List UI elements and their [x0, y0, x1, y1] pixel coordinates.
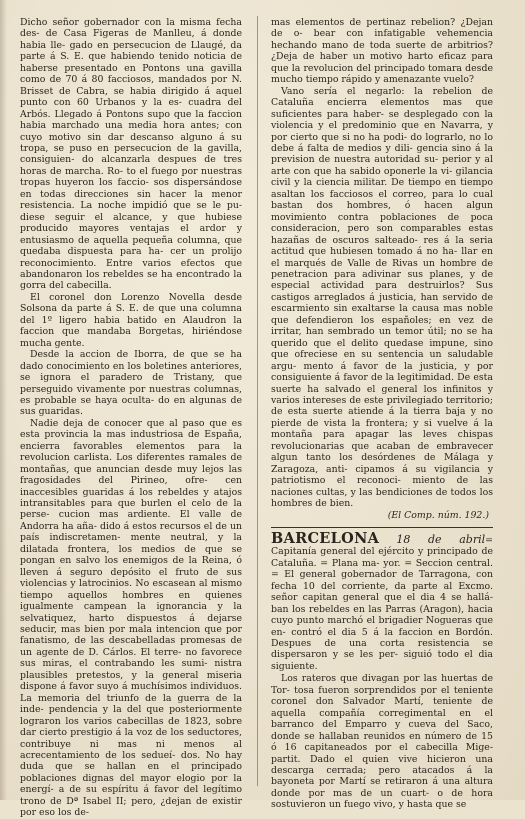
right-column: [271, 17, 493, 811]
article-paragraph: Los rateros que divagan por las huertas de Tor- tosa fueron sorprendidos por el teniente coronel don Salvador Martí, teniente de aquella compañía corregimental en el barranco del Emparro y cueva del Saco, donde se hallaban reunidos en número de 15 ó 16 capitaneados por el cabecilla Mige- partit. Dado el quien vive hicieron una descarga cerrada; pero atacados á la bayoneta por Martí se retiraron á una altura donde por mas de un cuart- o de hora sostuvieron un fuego vivo, y hasta que se: [271, 673, 493, 811]
article-paragraph: Dicho señor gobernador con la misma fecha des- de Casa Figeras de Manlleu, á donde habia lle- gado en persecucion de Llaugé, da parte á S. E. que habiendo tenido noticia de haberse presentado en Pontons una gavilla como de 70 á 80 facciosos, mandados por N. Brisset de Cabra, se habia dirigido á aquel punto con 60 Urbanos y la es- cuadra del Arbós. Llegado á Pontons supo que la faccion habia marchado una media hora antes; con cuyo motivo sin dar descanso alguno á su tropa, se puso en persecucion de la gavilla, consiguien- do alcanzarla despues de tres horas de marcha. Ro- to el fuego por nuestras tropas huyeron los faccio- sos dispersándose en todas direcciones sin hacer la menor resistencia. La noche impidió que se le pu- diese seguir el alcance, y que hubiese producido mayores ventajas el ardor y entusiasmo de aquella pequeña columna, que quedaba dispuesta para ha- cer un prolijo reconocimiento. Entre varios efectos que abandonaron los rebeldes se ha encontrado la gorra del cabecilla.: [20, 17, 242, 292]
article-paragraph: Vano sería el negarlo: la rebelion de Cataluña encierra elementos mas que suficientes para haber- se desplegado con la violencia y el predominio que en Navarra, y por cierto que si no ha podi- do lograrlo, no lo debe á falta de medios y dili- gencia sino á la prevision de nuestra autoridad su- perior y al arte con que ha sabido oponerle la vi- gilancia civil y la ciencia militar. De tiempo en tiempo asaltan los facciosos el correo, para lo cual bastan dos hombres, ó hacen algun movimiento contra poblaciones de poca consideracion, pero son comparables estas hazañas de oscuros salteado- res á la seria actitud que hubiesen tomado á no ha- llar en el marqués de Valle de Rivas un hombre de penetracion para adivinar sus planes, y de especial actividad para destruirlos? Sus castigos arreglados á justicia, han servido de escarmiento sin exaltarse la causa mas noble que defendieron los españoles; en vez de irritar, han sembrado un temor útil; no se ha querido que el delito quedase impune, sino que ofreciese en su sentencia un saludable argu- mento á favor de la justicia, y por consiguiente á favor de la legitimidad. De esta suerte ha salvado el general los infinitos y varios intereses de este privilegiado territorio; de esta suerte atiende á la tierra baja y no pierde de vista la frontera; y si vuelve á la montaña para apagar las leves chispas revolucionarias que acaban de embravecer algun tanto los desórdenes de Málaga y Zaragoza, anti- cipamos á su vigilancia y patriotismo el reconoci- miento de las naciones cultas, y las bendiciones de todos los hombres de bien.: [271, 85, 493, 510]
left-column: [20, 17, 242, 819]
dateline-paragraph: [271, 529, 493, 672]
column-divider: [257, 16, 258, 786]
article-paragraph: mas elementos de pertinaz rebelion? ¿Dejan de o- bear con infatigable vehemencia hechando mano de toda suerte de arbitrios? ¿Deja de haber un motivo harto eficaz para que la revolucion del principado tomara desde mucho tiempo rápido y amenazante vuelo?: [271, 17, 493, 86]
source-citation: (El Comp. núm. 192.): [387, 510, 489, 522]
dateline-lead: = Capitanía general del ejército y principado de Cataluña. = Plana ma- yor. = Seccion central. = El general gobernador de Tarragona, con fecha 10 del corriente, da parte al Excmo. señor capitan general que el dia 4 se hallá- ban los rebeldes en las Parras (Aragon), hacia cuyo punto marchó el brigadier Nogueras que en- contró el dia 5 á la faccion en Bordón. Despues de una corta resistencia se dispersaron y se les per- siguió todo el dia siguiente.: [271, 534, 493, 672]
page-edge-shadow: [0, 0, 7, 800]
article-paragraph: Desde la accion de Iborra, de que se ha dado conocimiento en los boletines anteriores, se ignora el paradero de Tristany, que perseguido vivamente por nuestras columnas, es probable se haya oculta- do en algunas de sus guaridas.: [20, 349, 242, 418]
section-rule: [271, 527, 493, 528]
dateline-date: 18 de abril: [396, 532, 486, 546]
article-paragraph: Nadie deja de conocer que al paso que es esta provincia la mas industriosa de España, encierra favorables elementos para la revolucion carlista. Los diferentes ramales de montañas, que anuncian desde muy lejos las fragosidades del Pirineo, ofre- cen inaccesibles guaridas á los rebeldes y atajos intransitables para que burlen el celo de la perse- cucion mas ardiente. El valle de Andorra ha aña- dido á estos recursos el de un país indiscretamen- mente neutral, y la dilatada frontera, los medios de que se pongan en salvo los enemigos de la Reina, ó lleven á seguro depósito el fruto de sus violencias y latrocinios. No escasean al mismo tiempo aquellos hombres en quienes igualmente campean la ignorancia y la selvatiquez, harto dispuestos á dejarse seducir, mas bien por mala intencion que por fanatismo, de las descabelladas promesas de un agente de D. Cárlos. El terre- no favorece sus miras, el contrabando les sumi- nistra plausibles pretestos, y la general miseria dispone á favor suyo á muchísimos individuos. La memoria del triunfo de la guerra de la inde- pendencia y la del que posteriormente lograron los varios cabecillas de 1823, sobre dar cierto prestigio á la voz de los seductores, contribuye ni mas ni menos al acrecentamiento de los sedueí- dos. No hay duda que se hallan en el principado poblaciones dignas del mayor elogio por la energí- a de su espíritu á favor del legítimo trono de Dª Isabel II; pero, ¿dejan de existir por eso los de-: [20, 417, 242, 819]
dateline-city: BARCELONA: [271, 529, 380, 547]
article-paragraph: El coronel don Lorenzo Novella desde Solsona da parte á S. E. de que una columna del 1º ligero habia batido en Alaudron la faccion que mandaba Borgetas, hiriéndose mucha gente.: [20, 291, 242, 349]
